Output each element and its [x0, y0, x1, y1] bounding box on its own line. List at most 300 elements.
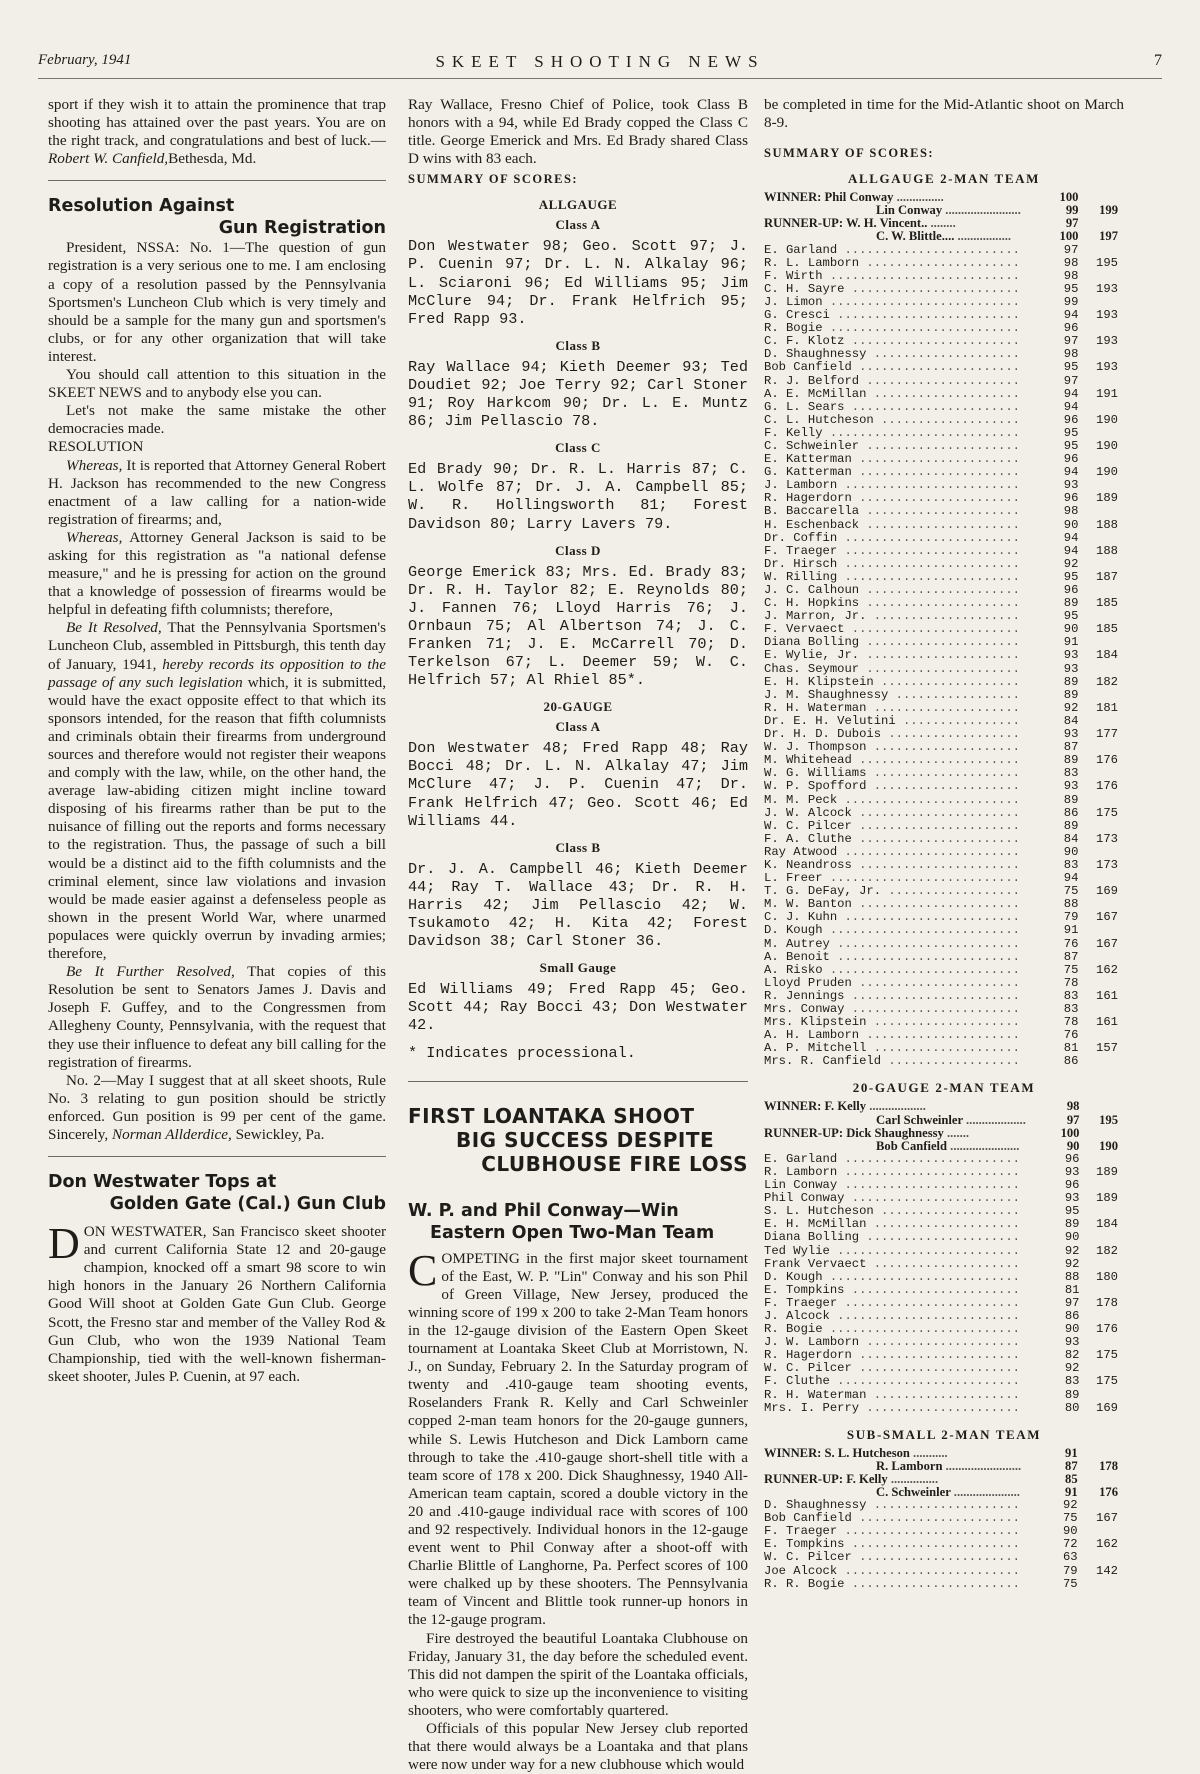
- team-total: 167: [1096, 1511, 1118, 1526]
- shooter-name: RUNNER-UP: Dick Shaughnessy .......: [764, 1125, 970, 1140]
- individual-score: 75: [1062, 1511, 1078, 1526]
- individual-score: 93: [1064, 1191, 1080, 1206]
- shooter-name: R. Lamborn ........................: [876, 1458, 1022, 1473]
- individual-score: 94: [1063, 465, 1079, 480]
- individual-score: 85: [1065, 1471, 1078, 1486]
- team-total: [1078, 1578, 1124, 1591]
- shooter-name: R. H. Waterman ....................: [764, 700, 1020, 715]
- team-total: 169: [1096, 884, 1118, 899]
- individual-score: 76: [1063, 1028, 1079, 1043]
- class-results: Ray Wallace 94; Kieth Deemer 93; Ted Doudiet 92; Joe Terry 92; Carl Stoner 91; Roy Harkcom 90; Dr. L. E. Muntz 86; Jim Pellascio 78.: [408, 357, 748, 431]
- team-total: 190: [1096, 465, 1118, 480]
- class-heading: Class B: [555, 839, 601, 855]
- shooter-name: E. Katterman ......................: [764, 452, 1020, 467]
- shooter-name: F. Cluthe .........................: [764, 1374, 1020, 1389]
- shooter-name: C. F. Klotz .......................: [764, 334, 1020, 349]
- shooter-name: Dr. E. H. Velutini ................: [764, 713, 1020, 728]
- class-results: Dr. J. A. Campbell 46; Kieth Deemer 44; Ray T. Wallace 43; Dr. R. H. Harris 42; Jim Pellascio 42; W. Tsukamoto 42; H. Kita 42; Forest Davidson 38; Carl Stoner 36.: [408, 859, 748, 951]
- individual-score: 78: [1063, 1015, 1079, 1030]
- individual-score: 90: [1062, 1524, 1078, 1539]
- shooter-name: M. M. Peck ........................: [764, 792, 1020, 807]
- class-heading: Small Gauge: [539, 960, 617, 976]
- individual-score: 96: [1063, 321, 1079, 336]
- team-total: [1078, 1055, 1124, 1068]
- individual-score: 92: [1064, 1243, 1080, 1258]
- article-paragraph: be completed in time for the Mid-Atlantic shoot on March 8-9.: [764, 96, 1124, 132]
- shooter-name: H. Eschenback .....................: [764, 517, 1020, 532]
- shooter-name: G. Cresci .........................: [764, 308, 1020, 323]
- shooter-name: C. H. Hopkins .....................: [764, 596, 1020, 611]
- individual-score: 89: [1063, 674, 1079, 689]
- shooter-name: F. Traeger ........................: [764, 543, 1020, 558]
- column-left: [48, 96, 386, 1624]
- shooter-name: Mrs. R. Canfield ..................: [764, 1054, 1020, 1069]
- shooter-name: T. G. DeFay, Jr. ..................: [764, 884, 1020, 899]
- team-total: [1079, 1100, 1124, 1113]
- individual-score: 94: [1063, 530, 1079, 545]
- individual-score: 88: [1064, 1269, 1080, 1284]
- team-total: 177: [1096, 727, 1118, 742]
- shooter-name: Joe Alcock ........................: [764, 1563, 1020, 1578]
- individual-score: 94: [1063, 386, 1079, 401]
- team-total: 176: [1096, 753, 1118, 768]
- individual-score: 93: [1063, 648, 1079, 663]
- individual-score: 94: [1063, 399, 1079, 414]
- team-total: 157: [1096, 1041, 1118, 1056]
- individual-score: 95: [1063, 281, 1079, 296]
- individual-score: 83: [1063, 988, 1079, 1003]
- individual-score: 87: [1065, 1458, 1078, 1473]
- shooter-name: J. Marron, Jr. ....................: [764, 609, 1020, 624]
- individual-score: 86: [1063, 805, 1079, 820]
- team-total: [1078, 820, 1124, 833]
- individual-score: 99: [1065, 203, 1079, 218]
- individual-score: 91: [1065, 1445, 1078, 1460]
- team-total: 181: [1096, 700, 1118, 715]
- individual-score: 86: [1063, 1054, 1079, 1069]
- team-total: 162: [1096, 1537, 1118, 1552]
- shooter-name: A. Benoit .........................: [764, 949, 1020, 964]
- shooter-name: A. H. Lamborn .....................: [764, 1028, 1020, 1043]
- team-total: [1078, 846, 1124, 859]
- individual-score: 92: [1063, 700, 1079, 715]
- individual-score: 99: [1063, 294, 1079, 309]
- individual-score: 90: [1066, 1138, 1080, 1153]
- class-heading: Class A: [555, 217, 601, 233]
- team-total: [1078, 1551, 1124, 1564]
- shooter-name: W. J. Thompson ....................: [764, 740, 1020, 755]
- team-total: 182: [1096, 1243, 1118, 1258]
- shooter-name: C. H. Sayre .......................: [764, 281, 1020, 296]
- team-total: 199: [1099, 203, 1118, 218]
- shooter-name: Frank Vervaect ....................: [764, 1256, 1020, 1271]
- team-total: 189: [1096, 1164, 1118, 1179]
- shooter-name: WINNER: Phil Conway ...............: [764, 190, 944, 205]
- shooter-name: Ray Atwood ........................: [764, 844, 1020, 859]
- shooter-name: R. R. Bogie .......................: [764, 1576, 1020, 1591]
- individual-score: 75: [1063, 962, 1079, 977]
- team-total: [1078, 558, 1124, 571]
- publication-title: SKEET SHOOTING NEWS: [435, 52, 765, 71]
- individual-score: 92: [1063, 556, 1079, 571]
- header-divider: [38, 78, 1162, 79]
- team-total: [1078, 401, 1124, 414]
- individual-score: 90: [1063, 844, 1079, 859]
- individual-score: 96: [1064, 1178, 1080, 1193]
- team-total: 193: [1096, 334, 1118, 349]
- individual-score: 94: [1063, 308, 1079, 323]
- team-total: 175: [1096, 1348, 1118, 1363]
- individual-score: 89: [1063, 792, 1079, 807]
- shooter-name: L. Freer ..........................: [764, 871, 1020, 886]
- team-total: 182: [1096, 674, 1118, 689]
- team-total: 175: [1096, 1374, 1118, 1389]
- team-total: 167: [1096, 910, 1118, 925]
- individual-score: 80: [1064, 1400, 1080, 1415]
- shooter-name: B. Baccarella .....................: [764, 504, 1020, 519]
- team-total: [1078, 1447, 1124, 1460]
- individual-score: 100: [1059, 190, 1079, 205]
- shooter-name: Lloyd Pruden ......................: [764, 975, 1020, 990]
- shooter-name: A. E. McMillan ....................: [764, 386, 1020, 401]
- shooter-name: G. Katterman ......................: [764, 465, 1020, 480]
- shooter-name: F. Kelly ..........................: [764, 425, 1020, 440]
- team-total: 176: [1096, 779, 1118, 794]
- shooter-name: Diana Bolling .....................: [764, 635, 1020, 650]
- individual-score: 96: [1064, 1151, 1080, 1166]
- individual-score: 79: [1062, 1563, 1078, 1578]
- shooter-name: R. Hagerdorn ......................: [764, 491, 1020, 506]
- shooter-name: Bob Canfield ......................: [764, 1511, 1020, 1526]
- divider: [48, 180, 386, 181]
- article-paragraph: Be It Further Resolved, That copies of this Resolution be sent to Senators James J. Davis and Joseph F. Guffey, and to the Congressmen from Allegheny County, Pennsylvania, with the request that they use their influence to defeat any bill calling for the registration of firearms.: [48, 963, 387, 1071]
- drop-cap: C: [408, 1245, 438, 1295]
- team-total: 188: [1096, 517, 1118, 532]
- team-total: 185: [1096, 596, 1118, 611]
- individual-score: 88: [1063, 897, 1079, 912]
- team-total: [1078, 977, 1124, 990]
- individual-score: 83: [1063, 857, 1079, 872]
- individual-score: 87: [1063, 949, 1079, 964]
- drop-cap: D: [48, 1219, 80, 1269]
- individual-score: 92: [1062, 1498, 1078, 1513]
- resolution-title: RESOLUTION: [48, 438, 144, 456]
- individual-score: 89: [1063, 753, 1079, 768]
- team-total: 161: [1096, 1015, 1118, 1030]
- shooter-name: Lin Conway ........................: [876, 203, 1021, 218]
- shooter-name: W. C. Pilcer ......................: [764, 818, 1020, 833]
- shooter-name: J. Lamborn ........................: [764, 478, 1020, 493]
- individual-score: 95: [1063, 609, 1079, 624]
- article-paragraph: President, NSSA: No. 1—The question of gun registration is a very serious one to me. I am enclosing a copy of a resolution passed by the Pennsylvania Sportsmen's Luncheon Club which is very timely and should be a sample for the many gun and sportsmen's clubs, or for any other organization that will take interest.: [48, 239, 386, 365]
- class-results: George Emerick 83; Mrs. Ed. Brady 83; Dr. R. H. Taylor 82; E. Reynolds 80; J. Fannen 76; Lloyd Harris 76; J. Ornbaun 75; Al Albertson 74; J. C. Franken 71; J. E. McCarrell 70; D. Terkelson 67; L. Deemer 59; W. C. Helfrich 57; Al Rhiel 85*.: [408, 562, 748, 690]
- shooter-name: F. Traeger ........................: [764, 1524, 1020, 1539]
- shooter-name: M. Autrey .........................: [764, 936, 1020, 951]
- individual-score: 89: [1063, 687, 1079, 702]
- individual-score: 94: [1063, 543, 1079, 558]
- team-total: 184: [1096, 648, 1118, 663]
- individual-score: 76: [1063, 936, 1079, 951]
- shooter-name: R. H. Waterman ....................: [764, 1387, 1020, 1402]
- team-event-heading: ALLGAUGE 2-MAN TEAM: [848, 171, 1040, 187]
- individual-score: 90: [1063, 622, 1079, 637]
- summary-heading: SUMMARY OF SCORES:: [764, 146, 935, 161]
- team-total: 161: [1096, 988, 1118, 1003]
- team-total: 142: [1096, 1563, 1118, 1578]
- individual-score: 83: [1063, 1002, 1079, 1016]
- article-paragraph: Ray Wallace, Fresno Chief of Police, took Class B honors with a 94, while Ed Brady copped the Class C title. George Emerick and Mrs. Ed Brady shared Class D wins with 83 each.: [408, 96, 748, 168]
- shooter-name: E. Garland ........................: [764, 242, 1020, 257]
- article-paragraph: Fire destroyed the beautiful Loantaka Clubhouse on Friday, January 31, the day before the scheduled event. This did not dampen the spirit of the Loantaka officials, who were quick to size up the inconvenience to visiting shooters, who were comfortably quartered.: [408, 1629, 748, 1719]
- team-total: 193: [1096, 308, 1118, 323]
- team-total: 190: [1096, 438, 1118, 453]
- shooter-name: G. L. Sears .......................: [764, 399, 1020, 414]
- team-total: 195: [1096, 255, 1118, 270]
- column-right: [764, 96, 1124, 1624]
- shooter-name: J. Alcock .........................: [764, 1308, 1020, 1323]
- shooter-name: Bob Canfield ......................: [764, 360, 1020, 375]
- shooter-name: RUNNER-UP: W. H. Vincent.. ........: [764, 216, 956, 231]
- team-total: [1078, 427, 1124, 440]
- shooter-name: F. Wirth ..........................: [764, 268, 1020, 283]
- individual-score: 98: [1063, 268, 1079, 283]
- shooter-name: C. W. Blittle.... .................: [876, 229, 1012, 244]
- individual-score: 89: [1063, 596, 1079, 611]
- team-total: [1079, 1258, 1124, 1271]
- individual-score: 90: [1063, 517, 1079, 532]
- class-heading: Class C: [555, 440, 601, 456]
- shooter-name: R. Bogie ..........................: [764, 321, 1020, 336]
- shooter-name: J. W. Lamborn .....................: [764, 1335, 1020, 1350]
- score-table: [764, 191, 1124, 1068]
- individual-score: 81: [1064, 1282, 1080, 1297]
- class-heading: Class A: [555, 719, 601, 735]
- team-total: 178: [1096, 1295, 1118, 1310]
- team-total: 167: [1096, 936, 1118, 951]
- article-paragraph: Officials of this popular New Jersey club reported that there would always be a Loantaka and that plans were now under way for a new clubhouse which would: [408, 1720, 748, 1774]
- individual-score: 98: [1066, 1099, 1080, 1114]
- individual-score: 96: [1063, 452, 1079, 467]
- shooter-name: W. P. Spofford ....................: [764, 779, 1020, 794]
- team-total: 173: [1096, 831, 1118, 846]
- team-total: 189: [1096, 1191, 1118, 1206]
- team-total: 189: [1096, 491, 1118, 506]
- shooter-name: F. Vervaect .......................: [764, 622, 1020, 637]
- team-total: 162: [1096, 962, 1118, 977]
- individual-score: 72: [1062, 1537, 1078, 1552]
- individual-score: 93: [1063, 727, 1079, 742]
- article-paragraph: Whereas, Attorney General Jackson is said to be asking for this registration as "a national defense measure," and he is pressing for action on the ground that a knowledge of possession of firearms would be helpful in defeating fifth columnists; therefore,: [48, 528, 386, 619]
- shooter-name: Phil Conway .......................: [764, 1191, 1020, 1206]
- individual-score: 97: [1063, 373, 1079, 388]
- article-paragraph: Whereas, It is reported that Attorney General Robert H. Jackson has recommended to the new Congress enactment of a law calling for a nation-wide registration of firearms; and,: [48, 456, 386, 528]
- individual-score: 98: [1063, 347, 1079, 362]
- shooter-name: E. Tompkins .......................: [764, 1282, 1020, 1297]
- shooter-name: Diana Bolling .....................: [764, 1230, 1020, 1245]
- shooter-name: Chas. Seymour .....................: [764, 661, 1020, 676]
- team-total: 197: [1099, 229, 1118, 244]
- shooter-name: M. W. Banton ......................: [764, 897, 1020, 912]
- individual-score: 97: [1064, 1295, 1080, 1310]
- individual-score: 97: [1065, 216, 1079, 231]
- individual-score: 93: [1063, 779, 1079, 794]
- shooter-name: D. Shaughnessy ....................: [764, 347, 1020, 362]
- team-total: [1078, 794, 1124, 807]
- individual-score: 96: [1063, 491, 1079, 506]
- individual-score: 89: [1064, 1217, 1080, 1232]
- shooter-name: D. Shaughnessy ....................: [764, 1498, 1020, 1513]
- shooter-name: C. Schweinler .....................: [876, 1485, 1020, 1499]
- event-heading: 20-GAUGE: [543, 699, 613, 715]
- shooter-name: RUNNER-UP: F. Kelly ...............: [764, 1471, 939, 1486]
- team-total: 193: [1096, 360, 1118, 375]
- article-paragraph: You should call attention to this situation in the SKEET NEWS and to anybody else you can.: [48, 366, 386, 402]
- shooter-name: E. Tompkins .......................: [764, 1537, 1020, 1552]
- event-heading: ALLGAUGE: [538, 197, 618, 213]
- shooter-name: Bob Canfield ......................: [876, 1138, 1020, 1153]
- team-total: 191: [1096, 386, 1118, 401]
- team-total: [1078, 951, 1124, 964]
- individual-score: 78: [1063, 975, 1079, 990]
- shooter-name: A. P. Mitchell ....................: [764, 1041, 1020, 1056]
- individual-score: 94: [1063, 871, 1079, 886]
- individual-score: 95: [1063, 438, 1079, 453]
- shooter-name: R. J. Belford .....................: [764, 373, 1020, 388]
- individual-score: 84: [1063, 713, 1079, 728]
- shooter-name: E. H. Klipstein ...................: [764, 674, 1020, 689]
- team-total: 185: [1096, 622, 1118, 637]
- score-row: [764, 1402, 1124, 1415]
- shooter-name: J. Limon ..........................: [764, 294, 1020, 309]
- article-paragraph: No. 2—May I suggest that at all skeet shoots, Rule No. 3 relating to gun position should be strictly enforced. Gun position is 99 per cent of the game. Sincerely, Norman Allderdice, Sewickley, Pa.: [48, 1071, 386, 1143]
- shooter-name: C. L. Hutcheson ...................: [764, 412, 1020, 427]
- footnote: * Indicates processional.: [408, 1044, 636, 1063]
- shooter-name: J. M. Shaughnessy .................: [764, 687, 1020, 702]
- individual-score: 93: [1064, 1335, 1080, 1350]
- team-total: 190: [1096, 412, 1118, 427]
- shooter-name: J. C. Calhoun .....................: [764, 583, 1020, 597]
- column-middle: [408, 96, 748, 1774]
- team-total: 187: [1096, 569, 1118, 584]
- article-paragraph: COMPETING in the first major skeet tournament of the East, W. P. "Lin" Conway and his son Phil of Green Village, New Jersey, produced the winning score of 199 x 200 to take 2-Man Team honors in the 12-gauge division of the Eastern Open Skeet tournament at Loantaka Skeet Club at Morristown, N. J., on Sunday, February 2. In the Saturday program of twenty and .410-gauge team shooting events, Roselanders Frank R. Kelly and Carl Schweinler copped 2-man team honors for the 20-gauge gunners, while S. Lewis Hutcheson and Dick Lamborn came through to take the .410-gauge short-shell title with a team score of 178 x 200. Dick Shaughnessy, 1940 All-American team captain, scored a double victory in the 20 and .410-gauge individual race with scores of 100 and 92 respectively. Individual honors in the 12-gauge event went to Phil Conway after a shoot-off with Charlie Blittle of Langhorne, Pa. Perfect scores of 100 were chalked up by these shooters. The Pennsylvania team of Vincent and Blittle took runner-up honors in the 12-gauge program.: [408, 1245, 748, 1629]
- shooter-name: E. Garland ........................: [764, 1151, 1020, 1166]
- conway-headline: W. P. and Phil Conway—Win Eastern Open Two-Man Team: [408, 1200, 715, 1243]
- individual-score: 93: [1063, 478, 1079, 493]
- individual-score: 95: [1063, 425, 1079, 440]
- individual-score: 91: [1063, 635, 1079, 650]
- team-total: 173: [1096, 857, 1118, 872]
- team-total: 190: [1099, 1138, 1118, 1153]
- resolution-headline: Resolution Against Gun Registration: [48, 196, 386, 239]
- shooter-name: Lin Conway ........................: [764, 1178, 1020, 1193]
- team-total: 175: [1096, 805, 1118, 820]
- individual-score: 92: [1064, 1361, 1080, 1376]
- team-total: [1079, 1127, 1124, 1140]
- individual-score: 95: [1064, 1204, 1080, 1219]
- page-number: 7: [1154, 52, 1162, 69]
- score-table: [764, 1447, 1124, 1591]
- shooter-name: F. Traeger ........................: [764, 1295, 1020, 1310]
- team-total: 176: [1099, 1485, 1118, 1499]
- shooter-name: Mrs. Klipstein ....................: [764, 1015, 1020, 1030]
- shooter-name: Mrs. I. Perry .....................: [764, 1400, 1020, 1415]
- team-total: 195: [1099, 1112, 1118, 1127]
- individual-score: 93: [1063, 661, 1079, 676]
- shooter-name: R. L. Lamborn .....................: [764, 255, 1020, 270]
- team-total: [1079, 1153, 1124, 1166]
- individual-score: 91: [1063, 923, 1079, 938]
- shooter-name: A. Risko ..........................: [764, 962, 1020, 977]
- team-total: 176: [1096, 1322, 1118, 1337]
- individual-score: 95: [1063, 569, 1079, 584]
- team-total: [1078, 924, 1124, 937]
- team-total: 193: [1096, 281, 1118, 296]
- individual-score: 100: [1059, 229, 1079, 244]
- class-results: Don Westwater 48; Fred Rapp 48; Ray Bocci 48; Dr. L. N. Alkalay 47; Jim McClure 47; J. P. Cuenin 47; Dr. Frank Helfrich 47; Geo. Scott 46; Ed Williams 44.: [408, 739, 748, 830]
- shooter-name: C. J. Kuhn ........................: [764, 910, 1020, 925]
- individual-score: 90: [1064, 1230, 1080, 1245]
- score-row: [764, 1055, 1124, 1068]
- individual-score: 100: [1060, 1125, 1080, 1140]
- shooter-name: R. Lamborn ........................: [764, 1164, 1020, 1179]
- shooter-name: D. Kough ..........................: [764, 923, 1020, 938]
- score-table: [764, 1100, 1124, 1414]
- individual-score: 96: [1063, 412, 1079, 427]
- shooter-name: E. H. McMillan ....................: [764, 1217, 1020, 1232]
- individual-score: 97: [1063, 242, 1079, 257]
- summary-heading: SUMMARY OF SCORES:: [408, 172, 579, 187]
- loantaka-headline: FIRST LOANTAKA SHOOT BIG SUCCESS DESPITE CLUBHOUSE FIRE LOSS: [408, 1103, 748, 1176]
- shooter-name: Carl Schweinler ...................: [876, 1112, 1026, 1127]
- shooter-name: J. W. Alcock ......................: [764, 805, 1020, 820]
- individual-score: 95: [1063, 360, 1079, 375]
- issue-date: February, 1941: [38, 52, 132, 68]
- team-total: 188: [1096, 543, 1118, 558]
- divider: [48, 1156, 386, 1157]
- individual-score: 92: [1064, 1256, 1080, 1271]
- team-total: [1078, 663, 1124, 676]
- team-total: [1078, 244, 1124, 257]
- shooter-name: R. Bogie ..........................: [764, 1322, 1020, 1337]
- shooter-name: Dr. Hirsch ........................: [764, 556, 1020, 571]
- shooter-name: K. Neandross ......................: [764, 857, 1020, 872]
- shooter-name: C. Schweinler .....................: [764, 438, 1020, 453]
- team-total: [1079, 1389, 1124, 1402]
- individual-score: 93: [1064, 1164, 1080, 1179]
- westwater-headline: Don Westwater Tops at Golden Gate (Cal.) Gun Club: [48, 1172, 386, 1215]
- team-total: [1078, 375, 1124, 388]
- team-total: 180: [1096, 1269, 1118, 1284]
- shooter-name: F. A. Cluthe ......................: [764, 831, 1020, 846]
- shooter-name: W. C. Pilcer ......................: [764, 1361, 1020, 1376]
- individual-score: 98: [1063, 255, 1079, 270]
- shooter-name: Ted Wylie .........................: [764, 1243, 1020, 1258]
- individual-score: 89: [1064, 1387, 1080, 1402]
- shooter-name: R. Hagerdorn ......................: [764, 1348, 1020, 1363]
- shooter-name: WINNER: F. Kelly ..................: [764, 1099, 926, 1114]
- shooter-name: E. Wylie, Jr. .....................: [764, 648, 1020, 663]
- team-total: 184: [1096, 1217, 1118, 1232]
- shooter-name: Dr. Coffin ........................: [764, 530, 1020, 545]
- individual-score: 91: [1065, 1485, 1078, 1499]
- class-results: Ed Brady 90; Dr. R. L. Harris 87; C. L. Wolfe 87; Dr. J. A. Campbell 85; W. R. Hollingsworth 81; Forest Davidson 80; Larry Lavers 79.: [408, 460, 748, 533]
- class-results: Ed Williams 49; Fred Rapp 45; Geo. Scott 44; Ray Bocci 43; Don Westwater 42.: [408, 980, 748, 1035]
- shooter-name: M. Whitehead ......................: [764, 753, 1020, 768]
- shooter-name: D. Kough ..........................: [764, 1269, 1020, 1284]
- shooter-name: W. Rilling ........................: [764, 569, 1020, 584]
- letter-ending: sport if they wish it to attain the prominence that trap shooting has attained over the past years. You are on the right track, and congratulations and best of luck.—Robert W. Canfield,Bethesda, Md.: [48, 96, 386, 168]
- individual-score: 87: [1063, 740, 1079, 755]
